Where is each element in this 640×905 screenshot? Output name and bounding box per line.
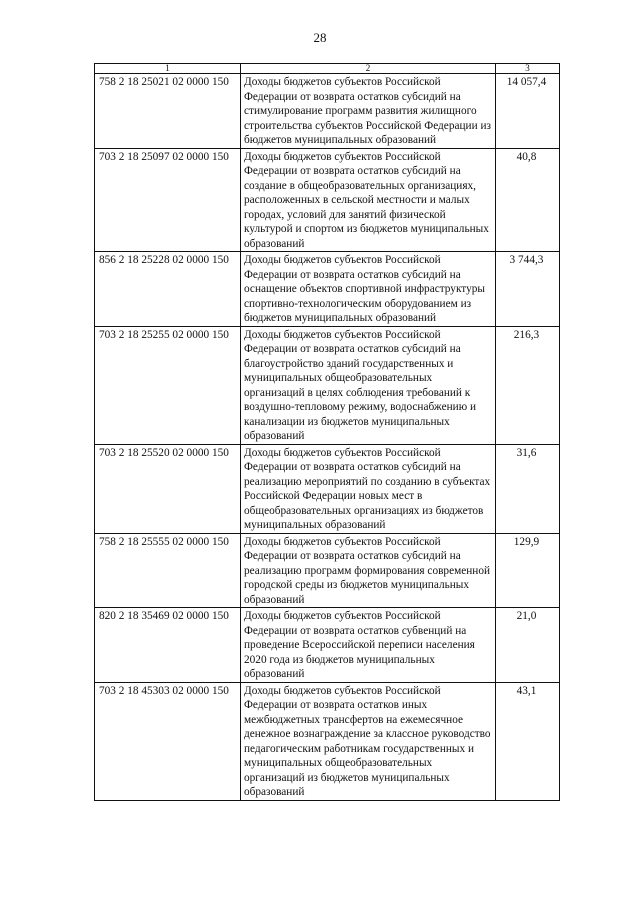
revenue-description: Доходы бюджетов субъектов Российской Федерации от возврата остатков субсидий на реализацию программ формирования современной городской среды из бюджетов муниципальных образований [241, 533, 496, 608]
table-row [95, 148, 560, 252]
table-row [95, 252, 560, 327]
budget-code: 758 2 18 25021 02 0000 150 [95, 74, 241, 149]
amount: 31,6 [496, 444, 560, 533]
amount: 40,8 [496, 148, 560, 252]
table-row [95, 533, 560, 608]
table-row [95, 74, 560, 149]
revenue-description: Доходы бюджетов субъектов Российской Федерации от возврата остатков субвенций на проведение Всероссийской переписи населения 2020 года из бюджетов муниципальных образований [241, 608, 496, 683]
amount: 3 744,3 [496, 252, 560, 327]
amount: 21,0 [496, 608, 560, 683]
column-header-code: 1 [95, 64, 241, 74]
budget-code: 856 2 18 25228 02 0000 150 [95, 252, 241, 327]
budget-code: 703 2 18 25255 02 0000 150 [95, 326, 241, 444]
revenue-description: Доходы бюджетов субъектов Российской Федерации от возврата остатков субсидий на благоустройство зданий государственных и муниципальных общеобразовательных организаций в целях соблюдения требований к воздушно-тепловому режиму, водоснабжению и канализации из бюджетов муниципальных образований [241, 326, 496, 444]
amount: 216,3 [496, 326, 560, 444]
column-header-name: 2 [241, 64, 496, 74]
budget-code: 703 2 18 25520 02 0000 150 [95, 444, 241, 533]
budget-code: 758 2 18 25555 02 0000 150 [95, 533, 241, 608]
budget-code: 703 2 18 45303 02 0000 150 [95, 682, 241, 800]
revenue-description: Доходы бюджетов субъектов Российской Федерации от возврата остатков иных межбюджетных трансфертов на ежемесячное денежное вознаграждение за классное руководство педагогическим работникам государственных и муниципальных общеобразовательных организаций из бюджетов муниципальных образований [241, 682, 496, 800]
table-row [95, 326, 560, 444]
page-number: 28 [313, 30, 327, 45]
table-row [95, 444, 560, 533]
table-row [95, 608, 560, 683]
revenue-description: Доходы бюджетов субъектов Российской Федерации от возврата остатков субсидий на реализацию мероприятий по созданию в субъектах Российской Федерации новых мест в общеобразовательных организациях из бюджетов муниципальных образований [241, 444, 496, 533]
revenue-description: Доходы бюджетов субъектов Российской Федерации от возврата остатков субсидий на оснащение объектов спортивной инфраструктуры спортивно-технологическим оборудованием из бюджетов муниципальных образований [241, 252, 496, 327]
table-row [95, 682, 560, 800]
budget-code: 703 2 18 25097 02 0000 150 [95, 148, 241, 252]
budget-revenue-table [94, 63, 560, 801]
amount: 43,1 [496, 682, 560, 800]
column-header-amount: 3 [496, 64, 560, 74]
budget-code: 820 2 18 35469 02 0000 150 [95, 608, 241, 683]
amount: 14 057,4 [496, 74, 560, 149]
table-header-row [95, 64, 560, 74]
amount: 129,9 [496, 533, 560, 608]
revenue-description: Доходы бюджетов субъектов Российской Федерации от возврата остатков субсидий на создание в общеобразовательных организациях, расположенных в сельской местности и малых городах, условий для занятий физической культурой и спортом из бюджетов муниципальных образований [241, 148, 496, 252]
revenue-description: Доходы бюджетов субъектов Российской Федерации от возврата остатков субсидий на стимулирование программ развития жилищного строительства субъектов Российской Федерации из бюджетов муниципальных образований [241, 74, 496, 149]
